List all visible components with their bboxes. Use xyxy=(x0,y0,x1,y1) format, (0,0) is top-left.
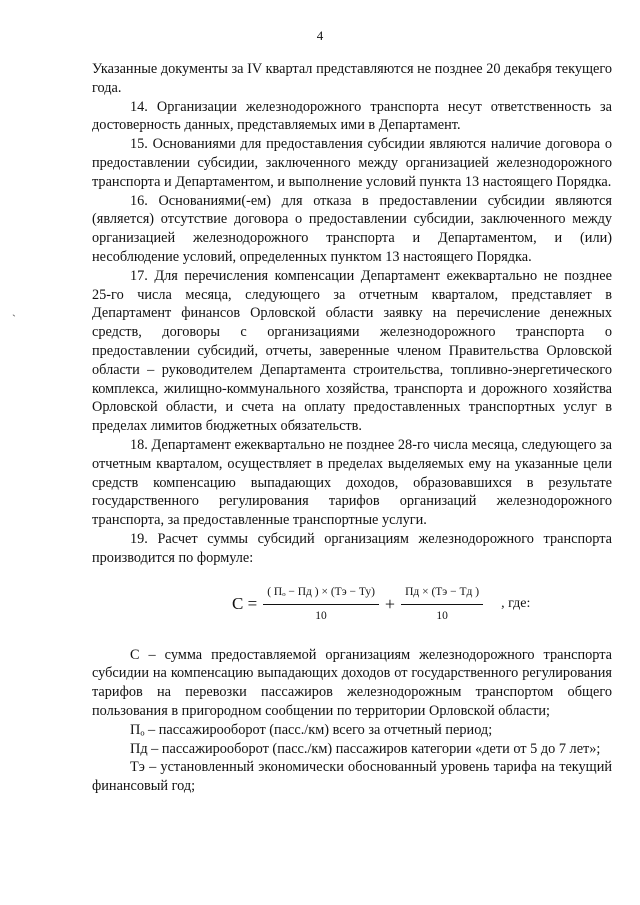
formula-fraction-2 xyxy=(401,583,483,626)
paragraph: 19. Расчет суммы субсидий организациям железнодорожного транспорта производится по формуле: xyxy=(92,530,612,566)
formula-plus: + xyxy=(384,594,396,615)
formula-where: , где: xyxy=(501,596,531,612)
formula-fraction-1 xyxy=(263,583,379,626)
fraction-1-numerator: ( Пₒ − Пд ) × (Тэ − Ту) xyxy=(263,583,379,605)
fraction-2-denominator: 10 xyxy=(436,610,448,623)
fraction-2-numerator: Пд × (Тэ − Тд ) xyxy=(401,583,483,605)
page-number: 4 xyxy=(316,28,324,43)
paragraph: Тэ – установленный экономически обоснованный уровень тарифа на текущий финансовый год; xyxy=(92,759,612,795)
paragraph: 16. Основаниями(-ем) для отказа в предоставлении субсидии являются (является) отсутствие договора о предоставлении субсидии, заключенного между организацией железнодорожного транспорта и Департаментом, и (или) несоблюдение условий, определенных пунктом 13 настоящего Порядка. xyxy=(92,192,612,265)
fraction-1-denominator: 10 xyxy=(315,610,327,623)
paragraph: С – сумма предоставляемой организациям железнодорожного транспорта субсидии на компенсацию выпадающих доходов от государственного регулирования тарифов на перевозки пассажиров железнодорожным транспортом общего пользования в пригородном сообщении по территории Орловской области; xyxy=(92,646,612,719)
paragraph: Указанные документы за IV квартал представляются не позднее 20 декабря текущего года. xyxy=(92,61,612,96)
subsidy-formula xyxy=(232,582,612,628)
paragraph: 14. Организации железнодорожного транспорта несут ответственность за достоверность данных, представляемых ими в Департамент. xyxy=(92,98,612,134)
paragraphs-before xyxy=(92,60,612,568)
document-body xyxy=(92,60,612,796)
paragraphs-after xyxy=(92,646,612,796)
margin-mark: ` xyxy=(12,312,16,326)
paragraph: Пₒ – пассажирооборот (пасс./км) всего за отчетный период; xyxy=(130,721,493,738)
paragraph: Пд – пассажирооборот (пасс./км) пассажиров категории «дети от 5 до 7 лет»; xyxy=(130,740,601,757)
paragraph: 15. Основаниями для предоставления субсидии являются наличие договора о предоставлении субсидии, заключенного между организацией железнодорожного транспорта и Департаментом, и выполнение условий пункта 13 настоящего Порядка. xyxy=(92,136,612,190)
paragraph: 18. Департамент ежеквартально не позднее 28-го числа месяца, следующего за отчетным кварталом, осуществляет в пределах выделяемых ему на указанные цели средств компенсацию выпадающих доходов, образовавшихся в результате государственного регулирования тарифов организаций железнодорожного транспорта, за предоставленные транспортные услуги. xyxy=(92,436,612,529)
formula-lhs: С = xyxy=(232,594,258,614)
paragraph: 17. Для перечисления компенсации Департамент ежеквартально не позднее 25-го числа месяца, следующего за отчетным кварталом, представляет в Департамент финансов Орловской области заявку на перечисление денежных средств, договоры с организациями железнодорожного транспорта о предоставлении субсидий, отчеты, заверенные членом Правительства Орловской области – руководителем Департамента строительства, топливно-энергетического комплекса, жилищно-коммунального хозяйства, транспорта и дорожного хозяйства Орловской области, и счета на оплату предоставленных транспортных услуг в пределах лимитов бюджетных обязательств. xyxy=(92,267,612,435)
